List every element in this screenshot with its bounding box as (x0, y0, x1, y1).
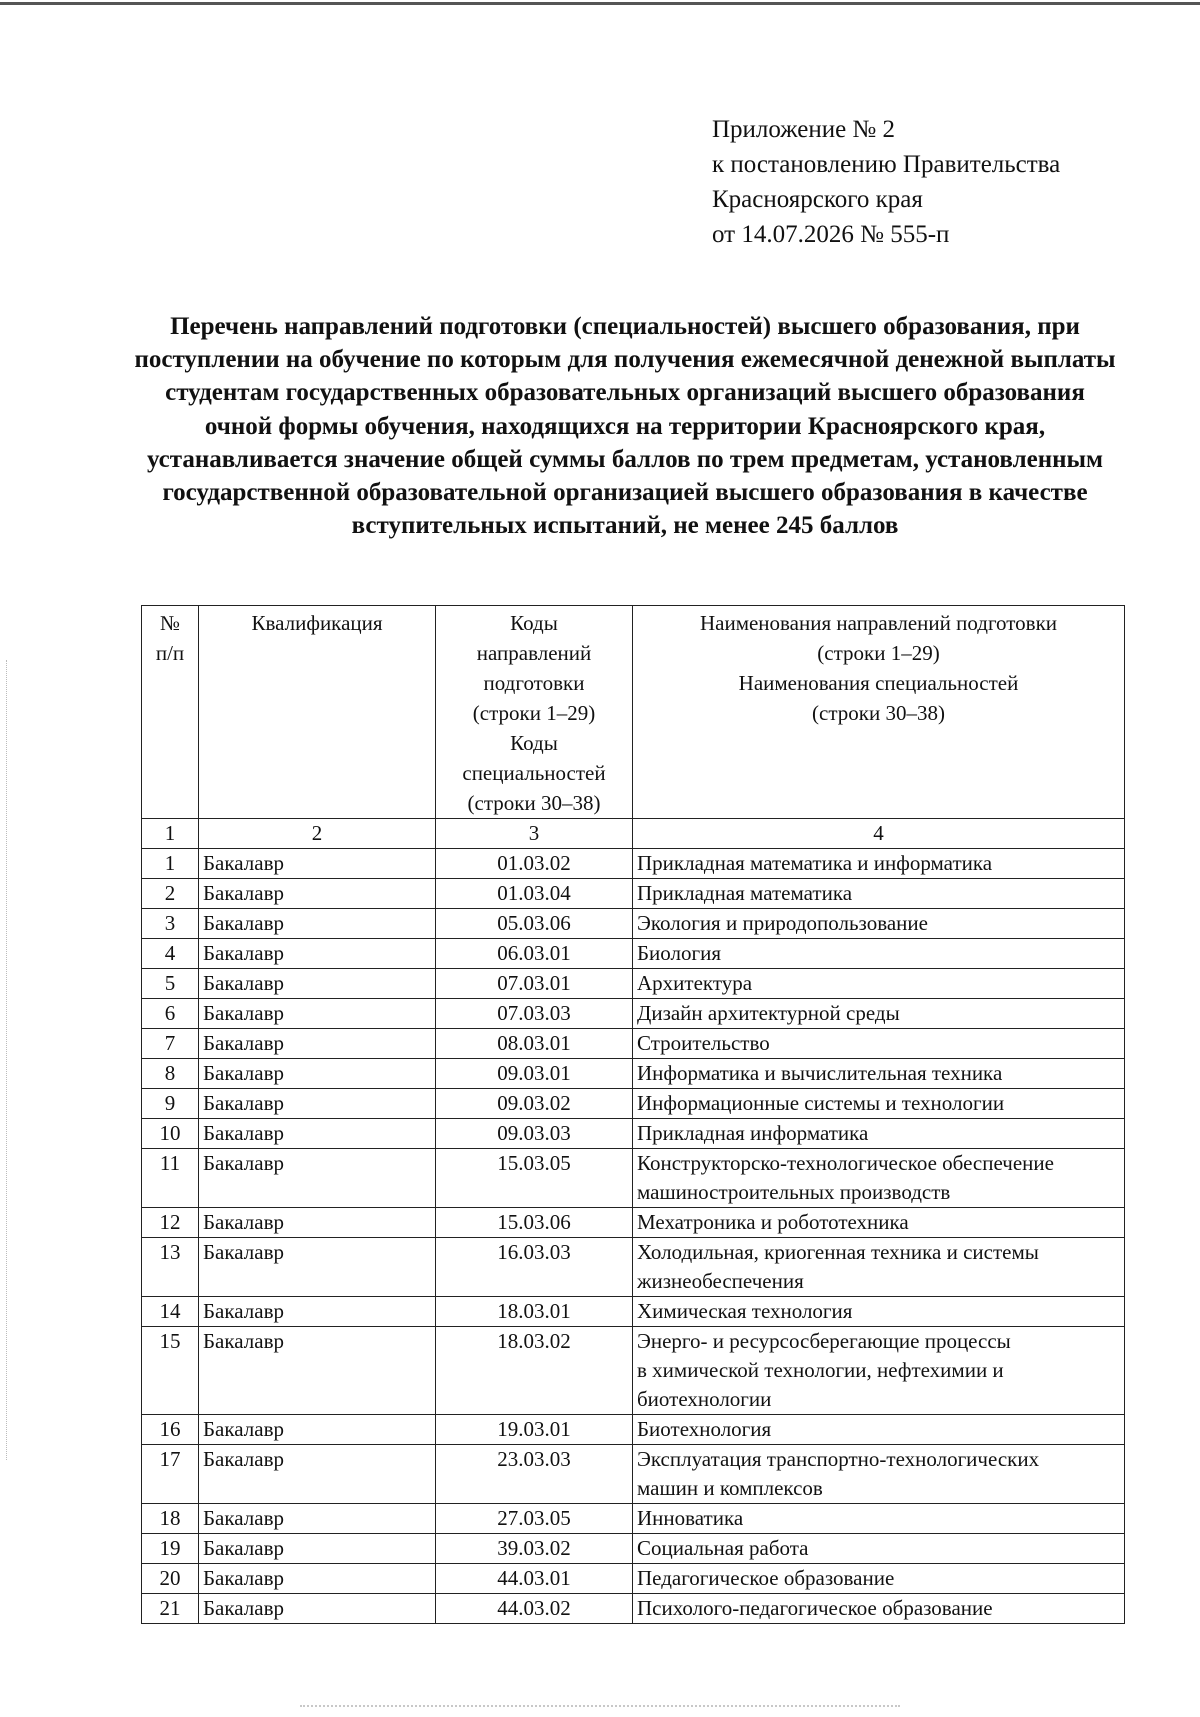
row-code: 01.03.04 (436, 879, 633, 909)
row-qualification: Бакалавр (199, 939, 436, 969)
table-row (142, 1029, 1125, 1059)
table-row (142, 1119, 1125, 1149)
row-qualification: Бакалавр (199, 1149, 436, 1208)
row-number: 18 (142, 1504, 199, 1534)
table-row (142, 1327, 1125, 1415)
row-code: 06.03.01 (436, 939, 633, 969)
annex-date-number: от 14.07.2026 № 555-п (712, 221, 950, 248)
row-number: 7 (142, 1029, 199, 1059)
row-qualification: Бакалавр (199, 849, 436, 879)
row-number: 13 (142, 1238, 199, 1297)
row-code: 19.03.01 (436, 1415, 633, 1445)
row-name: Педагогическое образование (633, 1564, 1125, 1594)
row-name: Социальная работа (633, 1534, 1125, 1564)
row-qualification: Бакалавр (199, 1238, 436, 1297)
row-number: 1 (142, 849, 199, 879)
row-name: Информатика и вычислительная техника (633, 1059, 1125, 1089)
directions-table (141, 605, 1125, 1624)
row-number: 12 (142, 1208, 199, 1238)
table-row (142, 879, 1125, 909)
scan-left-edge (6, 660, 7, 1460)
row-qualification: Бакалавр (199, 1564, 436, 1594)
header-number: № п/п (142, 606, 199, 819)
row-name: Прикладная математика и информатика (633, 849, 1125, 879)
row-number: 17 (142, 1445, 199, 1504)
row-number: 20 (142, 1564, 199, 1594)
header-codes: Коды направлений подготовки (строки 1–29) Коды специальностей (строки 30–38) (436, 606, 633, 819)
row-name: Холодильная, криогенная техника и системы жизнеобеспечения (633, 1238, 1125, 1297)
row-qualification: Бакалавр (199, 1208, 436, 1238)
row-number: 2 (142, 879, 199, 909)
header-qualification: Квалификация (199, 606, 436, 819)
row-qualification: Бакалавр (199, 969, 436, 999)
row-number: 19 (142, 1534, 199, 1564)
row-name: Прикладная информатика (633, 1119, 1125, 1149)
annex-resolution-ref: к постановлению Правительства (712, 151, 1061, 178)
row-qualification: Бакалавр (199, 1089, 436, 1119)
row-qualification: Бакалавр (199, 1415, 436, 1445)
column-number: 4 (633, 819, 1125, 849)
row-name: Мехатроника и робототехника (633, 1208, 1125, 1238)
row-code: 09.03.02 (436, 1089, 633, 1119)
table-row (142, 939, 1125, 969)
row-code: 18.03.02 (436, 1327, 633, 1415)
table-row (142, 1594, 1125, 1624)
annex-number: Приложение № 2 (712, 116, 896, 143)
row-code: 44.03.01 (436, 1564, 633, 1594)
table-row (142, 1297, 1125, 1327)
row-code: 08.03.01 (436, 1029, 633, 1059)
row-code: 23.03.03 (436, 1445, 633, 1504)
row-qualification: Бакалавр (199, 1445, 436, 1504)
table-row (142, 969, 1125, 999)
row-number: 8 (142, 1059, 199, 1089)
row-qualification: Бакалавр (199, 1594, 436, 1624)
row-code: 44.03.02 (436, 1594, 633, 1624)
row-name: Архитектура (633, 969, 1125, 999)
row-code: 27.03.05 (436, 1504, 633, 1534)
row-number: 10 (142, 1119, 199, 1149)
row-name: Биология (633, 939, 1125, 969)
table-row (142, 1445, 1125, 1504)
row-qualification: Бакалавр (199, 1504, 436, 1534)
row-qualification: Бакалавр (199, 999, 436, 1029)
row-code: 07.03.01 (436, 969, 633, 999)
table-row (142, 999, 1125, 1029)
row-code: 15.03.06 (436, 1208, 633, 1238)
row-code: 18.03.01 (436, 1297, 633, 1327)
row-name: Эксплуатация транспортно-технологических машин и комплексов (633, 1445, 1125, 1504)
row-code: 09.03.01 (436, 1059, 633, 1089)
table-row (142, 1504, 1125, 1534)
row-name: Химическая технология (633, 1297, 1125, 1327)
row-qualification: Бакалавр (199, 1297, 436, 1327)
table-body (142, 606, 1125, 1624)
row-number: 16 (142, 1415, 199, 1445)
row-name: Энерго- и ресурсосберегающие процессы в химической технологии, нефтехимии и биотехнологии (633, 1327, 1125, 1415)
row-code: 15.03.05 (436, 1149, 633, 1208)
scan-top-edge (0, 2, 1200, 5)
column-number: 3 (436, 819, 633, 849)
row-qualification: Бакалавр (199, 1059, 436, 1089)
header-names: Наименования направлений подготовки (строки 1–29) Наименования специальностей (строки 30–38) (633, 606, 1125, 819)
row-number: 6 (142, 999, 199, 1029)
row-name: Прикладная математика (633, 879, 1125, 909)
row-number: 14 (142, 1297, 199, 1327)
row-qualification: Бакалавр (199, 1119, 436, 1149)
row-code: 39.03.02 (436, 1534, 633, 1564)
table-row (142, 1089, 1125, 1119)
annex-header (712, 112, 1060, 252)
row-code: 07.03.03 (436, 999, 633, 1029)
column-number: 2 (199, 819, 436, 849)
scan-bottom-marks (300, 1705, 900, 1707)
row-name: Инноватика (633, 1504, 1125, 1534)
table-row (142, 1415, 1125, 1445)
table-row (142, 1149, 1125, 1208)
row-name: Биотехнология (633, 1415, 1125, 1445)
row-name: Экология и природопользование (633, 909, 1125, 939)
row-name: Строительство (633, 1029, 1125, 1059)
row-number: 3 (142, 909, 199, 939)
table-row (142, 1059, 1125, 1089)
table-row (142, 1208, 1125, 1238)
row-qualification: Бакалавр (199, 879, 436, 909)
row-name: Информационные системы и технологии (633, 1089, 1125, 1119)
table-row (142, 1238, 1125, 1297)
table-row (142, 1564, 1125, 1594)
table-row (142, 909, 1125, 939)
row-number: 9 (142, 1089, 199, 1119)
row-qualification: Бакалавр (199, 1534, 436, 1564)
row-number: 4 (142, 939, 199, 969)
row-number: 15 (142, 1327, 199, 1415)
column-number: 1 (142, 819, 199, 849)
row-name: Психолого-педагогическое образование (633, 1594, 1125, 1624)
row-name: Конструкторско-технологическое обеспечение машиностроительных производств (633, 1149, 1125, 1208)
row-code: 05.03.06 (436, 909, 633, 939)
table-row (142, 1534, 1125, 1564)
row-name: Дизайн архитектурной среды (633, 999, 1125, 1029)
table-header-row (142, 606, 1125, 819)
row-code: 16.03.03 (436, 1238, 633, 1297)
row-qualification: Бакалавр (199, 909, 436, 939)
row-qualification: Бакалавр (199, 1029, 436, 1059)
row-number: 21 (142, 1594, 199, 1624)
row-qualification: Бакалавр (199, 1327, 436, 1415)
table-column-numbers-row (142, 819, 1125, 849)
annex-region: Красноярского края (712, 186, 923, 213)
row-code: 01.03.02 (436, 849, 633, 879)
row-number: 5 (142, 969, 199, 999)
table-row (142, 849, 1125, 879)
row-number: 11 (142, 1149, 199, 1208)
document-title: Перечень направлений подготовки (специальностей) высшего образования, при поступлении на обучение по которым для получения ежемесячной денежной выплаты студентам государственных образовательных организаций высшего образования очной формы обучения, находящихся на территории Красноярского края, устанавливается значение общей суммы баллов по трем предметам, установленным государственной образовательной организацией высшего образования в качестве вступительных испытаний, не менее 245 баллов (134, 313, 1116, 540)
row-code: 09.03.03 (436, 1119, 633, 1149)
